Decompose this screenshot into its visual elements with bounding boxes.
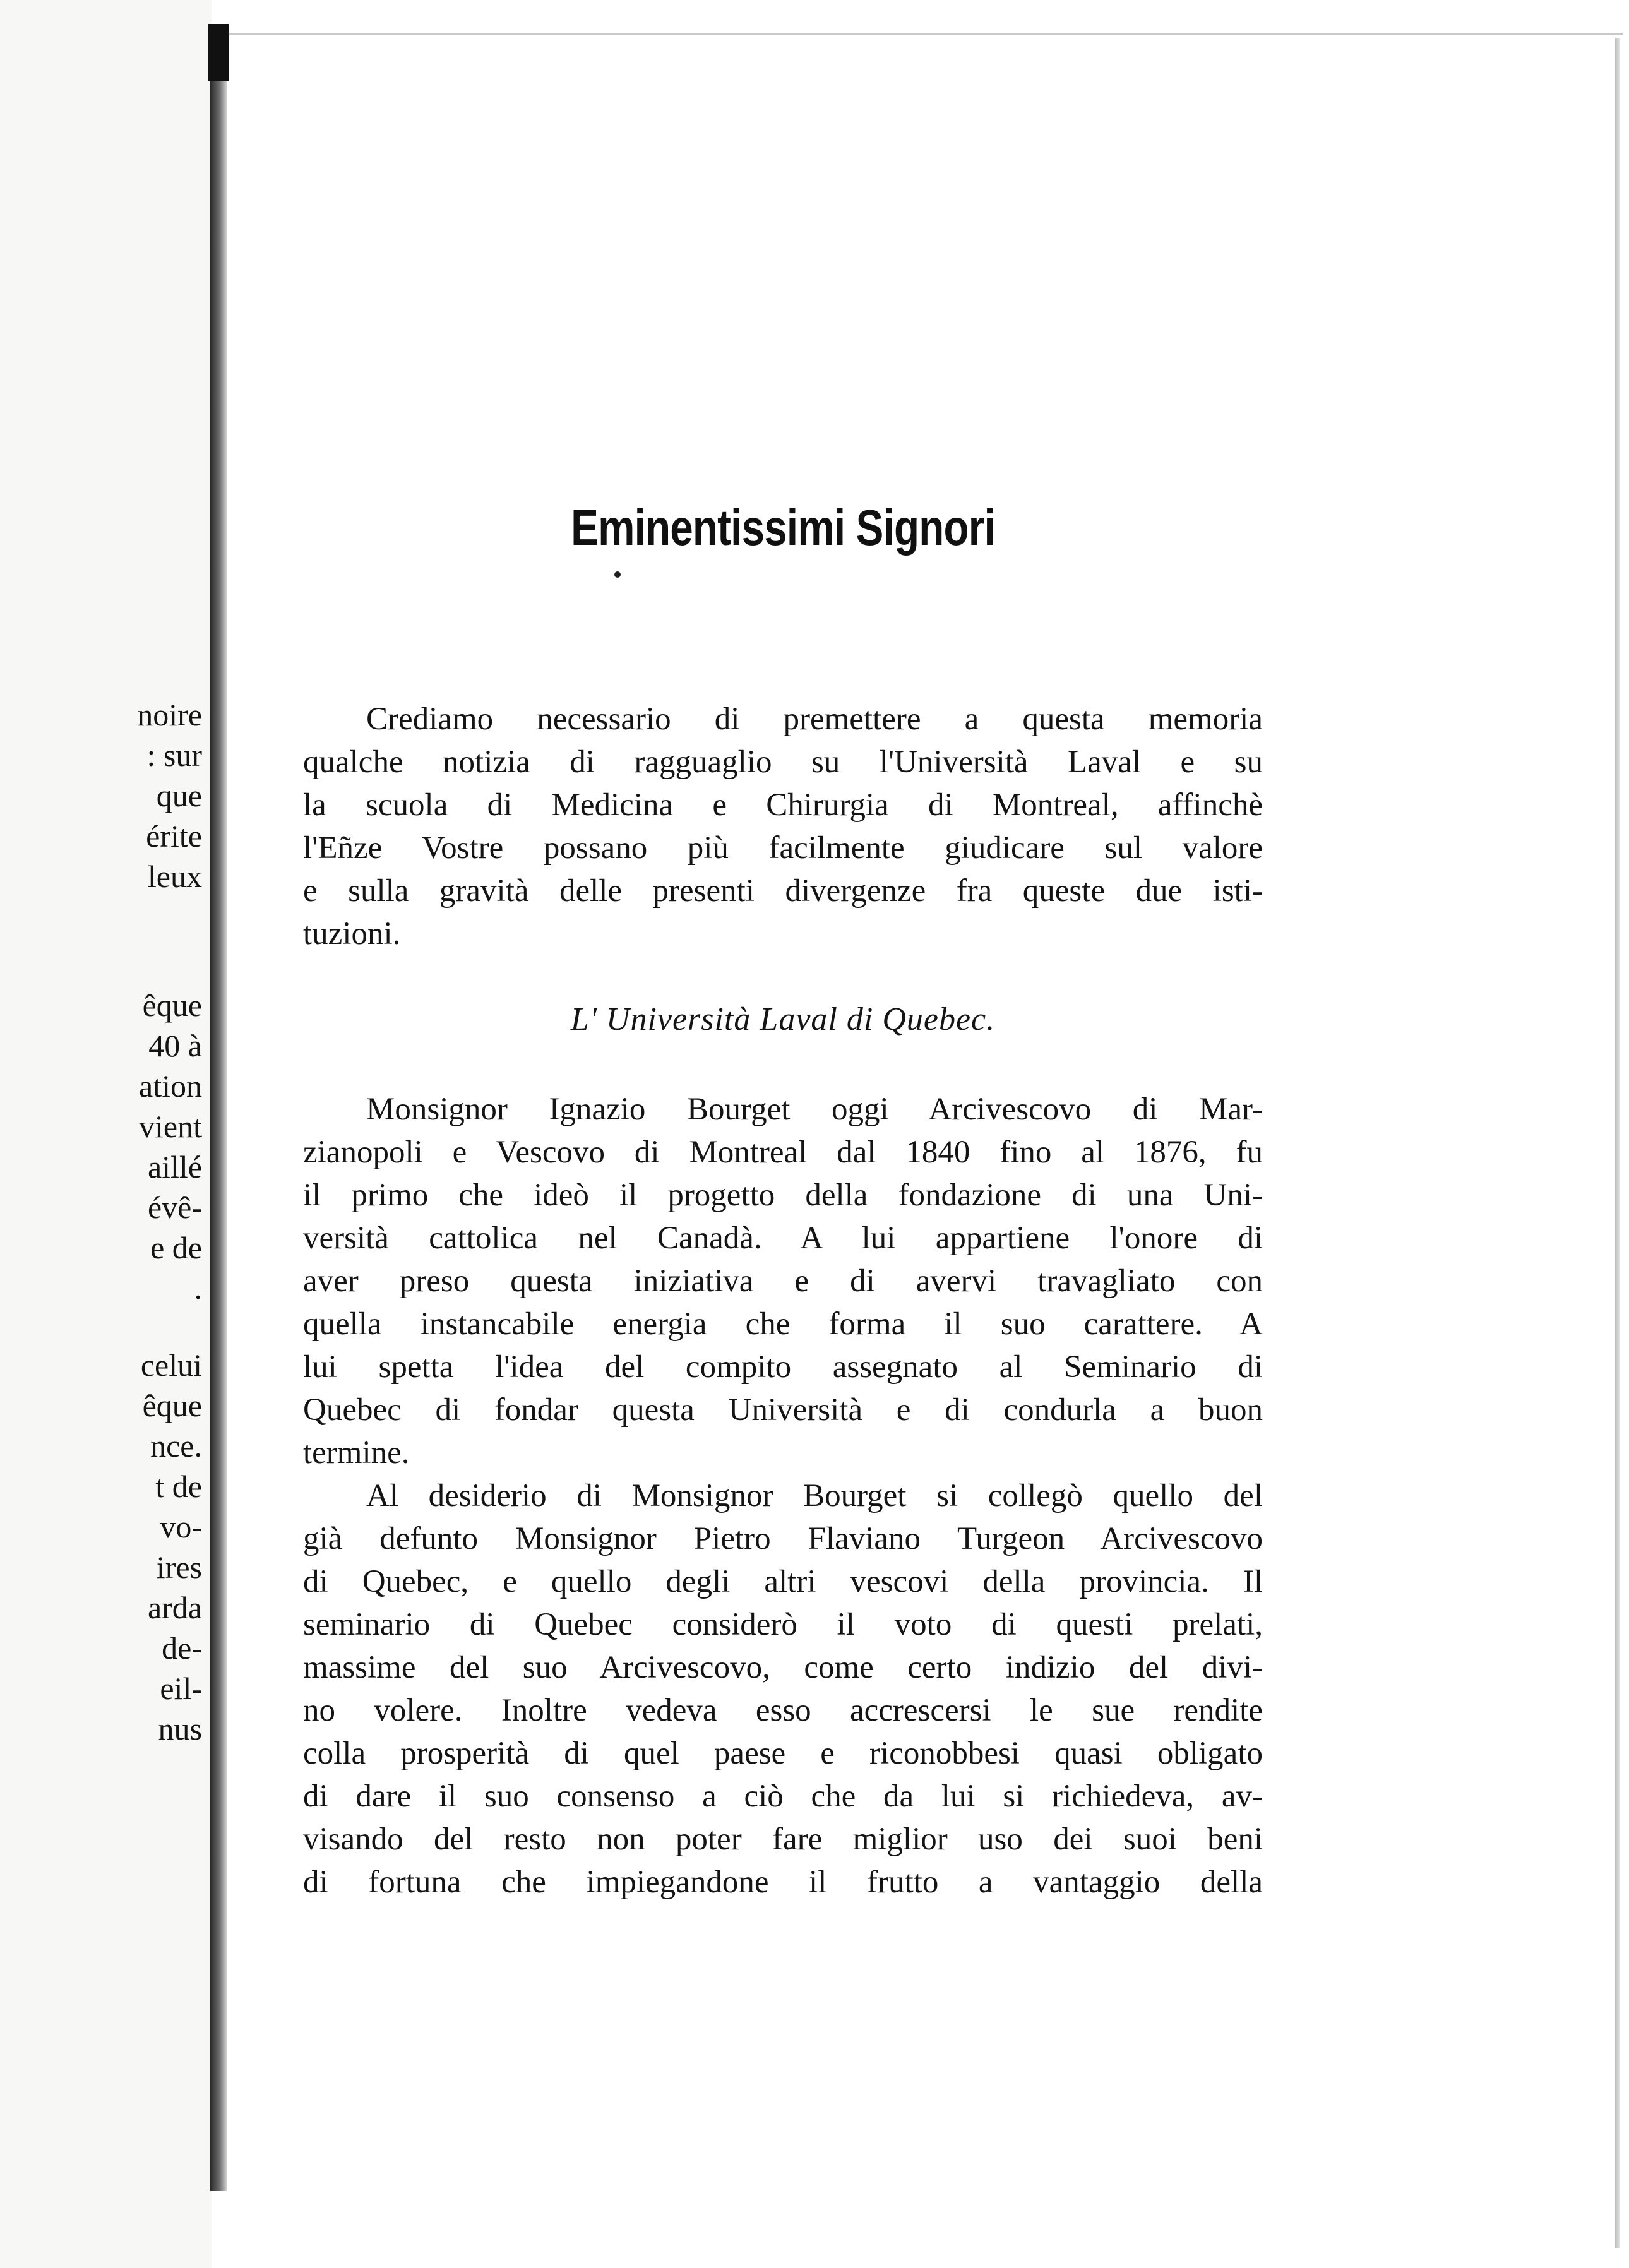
text-line: aver preso questa iniziativa e di avervi travagliato con <box>303 1263 1263 1299</box>
text-line: lui spetta l'idea del compito assegnato al Seminario di <box>303 1349 1263 1385</box>
page-title: Eminentissimi Signori <box>571 499 995 556</box>
text-line: tuzioni. <box>303 916 401 952</box>
text-line: di fortuna che impiegandone il frutto a vantaggio della <box>303 1865 1263 1900</box>
left-line: . <box>194 1270 202 1306</box>
left-line: eil- <box>160 1671 202 1706</box>
left-line: nus <box>158 1711 202 1746</box>
book-gutter <box>210 25 227 2191</box>
text-line: qualche notizia di ragguaglio su l'Università Laval e su <box>303 744 1263 780</box>
text-line: termine. <box>303 1435 410 1471</box>
paragraph-2 <box>303 1474 1263 1904</box>
left-line: arda <box>147 1590 202 1625</box>
text-line: massime del suo Arcivescovo, come certo indizio del divi- <box>303 1650 1263 1685</box>
text-line: no volere. Inoltre vedeva esso accrescersi le sue rendite <box>303 1693 1263 1728</box>
text-line: zianopoli e Vescovo di Montreal dal 1840 fino al 1876, fu <box>303 1135 1263 1170</box>
left-line: nce. <box>150 1428 202 1464</box>
text-line: Crediamo necessario di premettere a questa memoria <box>366 701 1263 737</box>
text-line: colla prosperità di quel paese e riconobbesi quasi obligato <box>303 1736 1263 1771</box>
left-line: t de <box>155 1469 202 1504</box>
text-line: seminario di Quebec considerò il voto di questi prelati, <box>303 1607 1263 1642</box>
left-line: celui <box>140 1347 202 1383</box>
paragraph-1 <box>303 1088 1263 1474</box>
left-line: ation <box>139 1068 202 1104</box>
left-line: : sur <box>146 737 202 773</box>
left-page-remnant <box>0 0 212 2268</box>
text-line: il primo che ideò il progetto della fondazione di una Uni- <box>303 1178 1263 1213</box>
text-line: e sulla gravità delle presenti divergenze fra queste due isti- <box>303 873 1263 909</box>
text-line: Al desiderio di Monsignor Bourget si collegò quello del <box>366 1478 1263 1513</box>
left-line: êque <box>142 988 202 1023</box>
left-line: noire <box>137 697 202 732</box>
left-line: êque <box>142 1388 202 1423</box>
text-line: già defunto Monsignor Pietro Flaviano Turgeon Arcivescovo <box>303 1521 1263 1556</box>
left-line: vient <box>139 1109 202 1144</box>
left-line: de- <box>162 1630 202 1666</box>
book-gutter-top <box>208 24 229 81</box>
intro-paragraph <box>303 698 1263 955</box>
left-line: leux <box>147 859 202 894</box>
left-line: 40 à <box>148 1028 202 1063</box>
left-line: érite <box>146 818 202 854</box>
page-right-edge <box>1615 38 1620 2248</box>
ornament-dot <box>614 571 621 578</box>
left-line: que <box>156 778 202 813</box>
left-line: e de <box>150 1230 202 1265</box>
text-line: versità cattolica nel Canadà. A lui appartiene l'onore di <box>303 1221 1263 1256</box>
text-line: Monsignor Ignazio Bourget oggi Arcivescovo di Mar- <box>366 1092 1263 1127</box>
left-line: vo- <box>160 1509 202 1544</box>
section-heading: L' Università Laval di Quebec. <box>570 1001 996 1037</box>
text-line: di Quebec, e quello degli altri vescovi della provincia. Il <box>303 1564 1263 1599</box>
text-line: Quebec di fondar questa Università e di condurla a buon <box>303 1392 1263 1428</box>
text-line: la scuola di Medicina e Chirurgia di Montreal, affinchè <box>303 787 1263 823</box>
left-line: aillé <box>147 1149 202 1185</box>
text-line: l'Eñze Vostre possano più facilmente giudicare sul valore <box>303 830 1263 866</box>
left-page-text <box>0 695 202 1749</box>
left-line: ires <box>156 1549 202 1585</box>
page-top-edge <box>227 0 1623 35</box>
text-line: di dare il suo consenso a ciò che da lui si richiedeva, av- <box>303 1779 1263 1814</box>
text-line: visando del resto non poter fare miglior uso dei suoi beni <box>303 1822 1263 1857</box>
text-line: quella instancabile energia che forma il suo carattere. A <box>303 1306 1263 1342</box>
left-line: évê- <box>147 1190 202 1225</box>
